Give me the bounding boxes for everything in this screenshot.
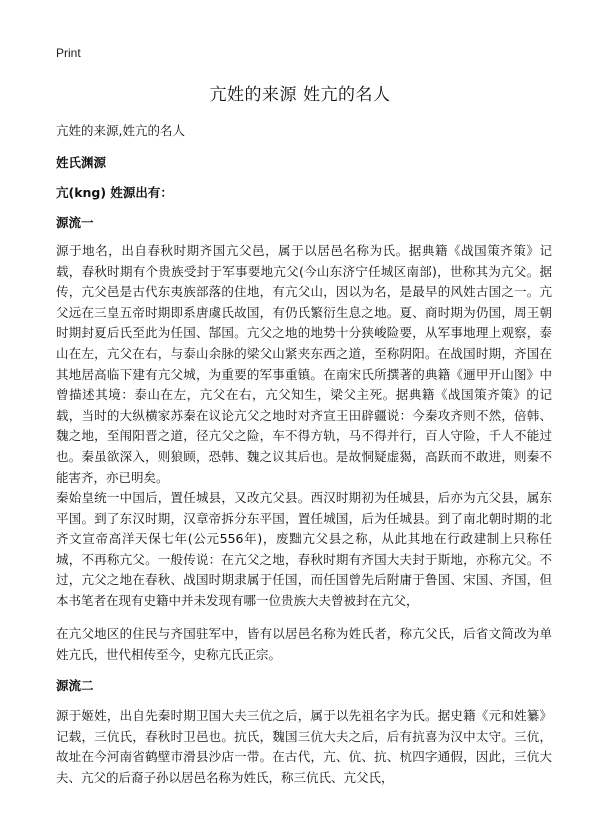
paragraph-3: 在亢父地区的住民与齐国驻军中，皆有以居邑名称为姓氏者，称亢父氏，后省文简改为单姓亢氏，世代相传至今，史称亢氏正宗。 <box>56 626 552 662</box>
paragraph-2: 秦始皇统一中国后，置任城县，又改亢父县。西汉时期初为任城县，后亦为亢父县，属东平国。到了东汉时期，汉章帝拆分东平国，置任城国，后为任城县。到了南北朝时期的北齐文宣帝高洋天保七年(公元556年)，废黜亢父县之称，从此其地在行政建制上只称任城，不再称亢父。一般传说：在亢父之地，春秋时期有齐国大夫封于斯地，亦称亢父。不过，亢父之地在春秋、战国时期隶属于任国，而任国曾先后附庸于鲁国、宋国、齐国，但本书笔者在现有史籍中并未发现有哪一位贵族大夫曾被封在亢父， <box>56 490 552 608</box>
section-heading-branch-1: 源流一 <box>56 215 94 230</box>
section-heading-source: 亢(kng) 姓源出有： <box>56 185 173 200</box>
section-heading-origin: 姓氏渊源 <box>56 155 107 170</box>
paragraph-4: 源于姬姓，出自先秦时期卫国大夫三伉之后，属于以先祖名字为氏。据史籍《元和姓纂》记载，三伉氏，春秋时卫邑也。抗氏，魏国三伉大夫之后，后有抗喜为汉中太守。三伉，故址在今河南省鹤壁市滑县沙店一带。在古代，亢、伉、抗、杭四字通假，因此，三伉大夫、亢父的后裔子孙以居邑名称为姓氏，称三伉氏、亢父氏， <box>56 708 552 785</box>
paragraph-1: 源于地名，出自春秋时期齐国亢父邑，属于以居邑名称为氏。据典籍《战国策齐策》记载，春秋时期有个贵族受封于军事要地亢父(今山东济宁任城区南部)，世称其为亢父。据传，亢父邑是古代东夷族部落的住地，有亢父山，因以为名，是最早的风姓古国之一。亢父远在三皇五帝时期即系唐虞氏故国，有仍氏繁衍生息之地。夏、商时期为仍国，周王朝时期封夏后氏至此为任国、郜国。亢父之地的地势十分狭峻险要，从军事地理上观察，泰山在左，亢父在右，与泰山余脉的梁父山紧夹东西之道，至称阴阳。在战国时期，齐国在其地居高临下建有亢父城，为重要的军事重镇。在南宋氏所撰著的典籍《逦甲开山图》中曾描述其境：泰山在左，亢父在右，亢父知生，梁父主死。据典籍《战国策齐策》的记载，当时的大纵横家苏秦在议论亢父之地时对齐宣王田辟疆说：今秦攻齐则不然，倍韩、魏之地，至闱阳晋之道，径亢父之险，车不得方轨，马不得并行，百人守险，千人不能过也。秦虽欲深入，则狼顾，恐韩、魏之议其后也。是故恫疑虚猲，高跃而不敢进，则秦不能害齐，亦已明矣。 <box>56 243 552 485</box>
breadcrumb: 亢姓的来源,姓亢的名人 <box>56 123 185 138</box>
print-label[interactable]: Print <box>56 46 81 60</box>
page-title: 亢姓的来源 姓亢的名人 <box>209 85 391 105</box>
section-heading-branch-2: 源流二 <box>56 678 94 693</box>
